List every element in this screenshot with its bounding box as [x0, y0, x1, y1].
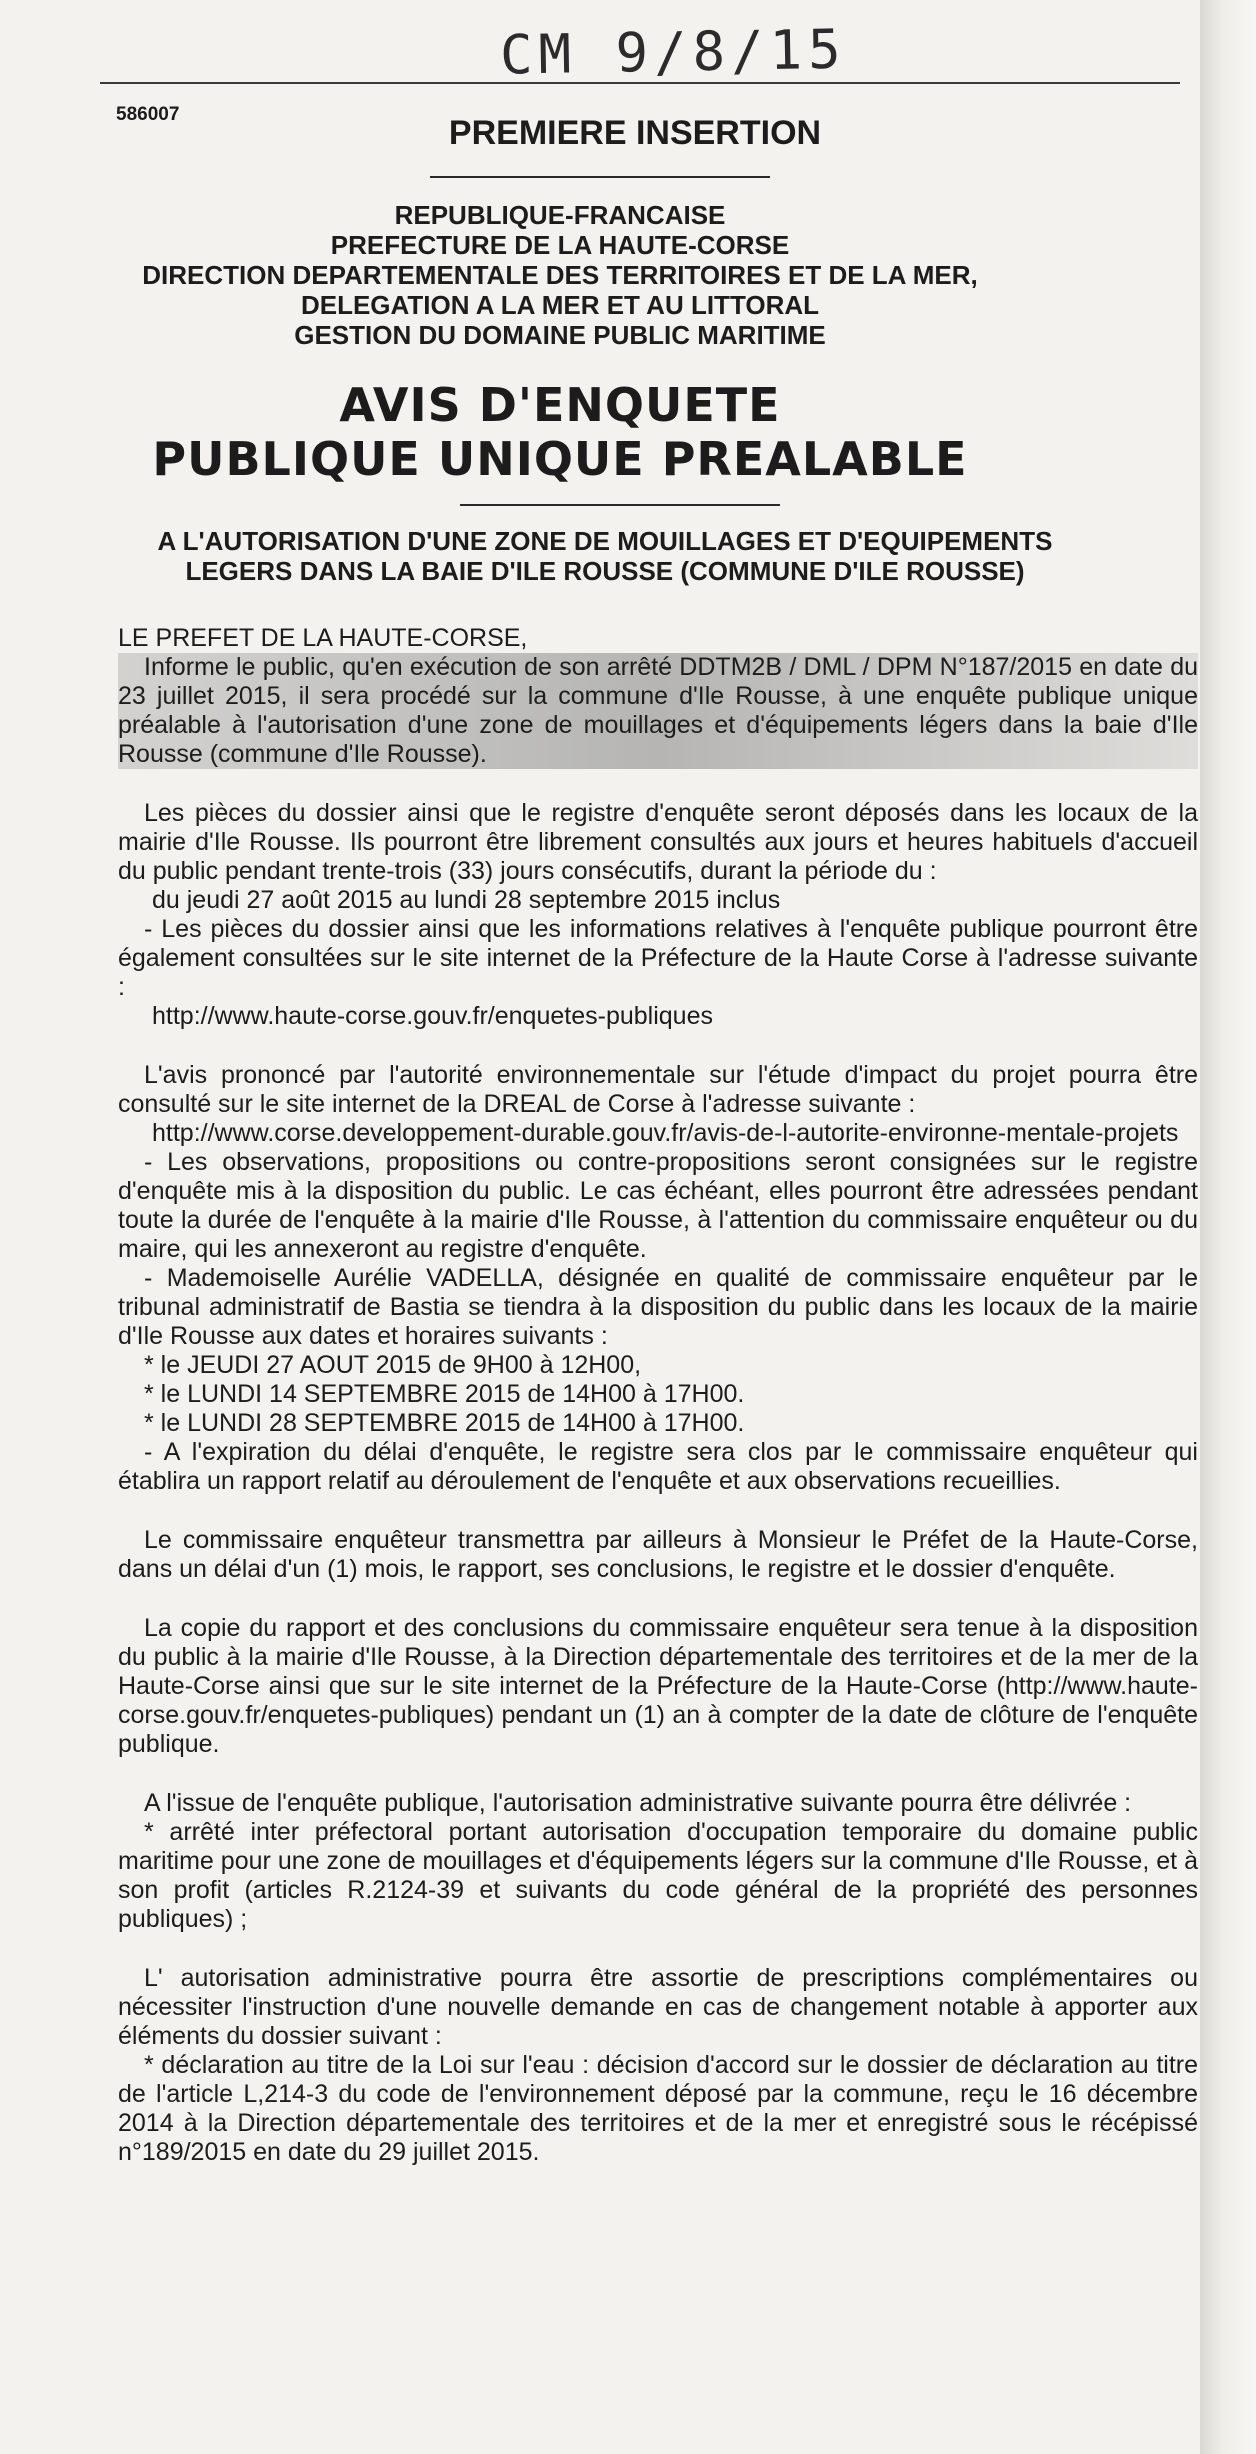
- header-line: REPUBLIQUE-FRANCAISE: [394, 200, 726, 230]
- divider-rule: [460, 504, 780, 506]
- insertion-label: PREMIERE INSERTION: [448, 114, 822, 152]
- header-line: GESTION DU DOMAINE PUBLIC MARITIME: [294, 320, 826, 350]
- paragraph-report-availability: La copie du rapport et des conclusions du commissaire enquêteur sera tenue à la disposition du public à la mairie d'Ile Rousse, à la Direction départementale des territoires et de la mer de la Haute-Corse ainsi que sur le site internet de la Préfecture de la Haute-Corse (http://www.haute-corse.gouv.fr/enquetes-publiques) pendant un (1) an à compter de la date de clôture de l'enquête publique.: [118, 1614, 1198, 1758]
- top-rule: [100, 82, 1180, 84]
- authorisation-item: * arrêté inter préfectoral portant autorisation d'occupation temporaire du domaine public maritime pour une zone de mouillages et d'équipements légers sur la commune d'Ile Rousse, et à son profit (articles R.2124-39 et suivants du code général de la propriété des personnes publiques) ;: [118, 1818, 1198, 1933]
- notice-title: [0, 378, 1120, 486]
- subtitle-line: LEGERS DANS LA BAIE D'ILE ROUSSE (COMMUNE D'ILE ROUSSE): [185, 556, 1025, 586]
- issuer-header: [0, 200, 1120, 350]
- handwritten-note: CM 9/8/15: [499, 17, 848, 87]
- enquiry-period: du jeudi 27 août 2015 au lundi 28 septembre 2015 inclus: [152, 886, 781, 914]
- reference-number: 586007: [116, 104, 180, 125]
- paragraph-report-transmission: Le commissaire enquêteur transmettra par ailleurs à Monsieur le Préfet de la Haute-Corse, dans un délai d'un (1) mois, le rapport, ses conclusions, le registre et le dossier d'enquête.: [118, 1526, 1198, 1583]
- paragraph-observations: - Les observations, propositions ou contre-propositions seront consignées sur le registre d'enquête mis à la disposition du public. Le cas échéant, elles pourront être adressées pendant toute la durée de l'enquête à la mairie d'Ile Rousse, à l'attention du commissaire enquêteur ou du maire, qui les annexeront au registre d'enquête.: [118, 1148, 1198, 1263]
- paragraph-environmental-opinion: L'avis prononcé par l'autorité environnementale sur l'étude d'impact du projet pourra être consulté sur le site internet de la DREAL de Corse à l'adresse suivante :: [118, 1061, 1198, 1118]
- header-line: DELEGATION A LA MER ET AU LITTORAL: [300, 290, 820, 320]
- header-line: DIRECTION DEPARTEMENTALE DES TERRITOIRES ET DE LA MER,: [142, 260, 978, 290]
- paragraph-authorisation: A l'issue de l'enquête publique, l'autorisation administrative suivante pourra être délivrée :: [144, 1789, 1132, 1817]
- adjacent-page-edge: [1200, 0, 1256, 2454]
- paragraph-opening: Informe le public, qu'en exécution de son arrêté DDTM2B / DML / DPM N°187/2015 en date du 23 juillet 2015, il sera procédé sur la commune d'Ile Rousse, à une enquête publique unique préalable à l'autorisation d'une zone de mouillages et d'équipements légers dans la baie d'Ile Rousse (commune d'Ile Rousse).: [118, 653, 1198, 768]
- permanence-item: * le JEUDI 27 AOUT 2015 de 9H00 à 12H00,: [144, 1351, 642, 1379]
- permanence-item: * le LUNDI 28 SEPTEMBRE 2015 de 14H00 à 17H00.: [144, 1409, 745, 1437]
- paragraph-closure: - A l'expiration du délai d'enquête, le registre sera clos par le commissaire enquêteur qui établira un rapport relatif au déroulement de l'enquête et aux observations recueillies.: [118, 1438, 1198, 1495]
- notice-body: [118, 624, 1198, 2167]
- paragraph-online-consultation: - Les pièces du dossier ainsi que les informations relatives à l'enquête publique pourront être également consultées sur le site internet de la Préfecture de la Haute Corse à l'adresse suivante :: [118, 915, 1198, 1001]
- declaration-item: * déclaration au titre de la Loi sur l'eau : décision d'accord sur le dossier de déclaration au titre de l'article L,214-3 du code de l'environnement déposé par la commune, reçu le 16 décembre 2014 à la Direction départementale des territoires et de la mer et enregistré sous le récépissé n°189/2015 en date du 29 juillet 2015.: [118, 2051, 1198, 2166]
- dreal-url: http://www.corse.developpement-durable.gouv.fr/avis-de-l-autorite-environne-mentale-projets: [152, 1119, 1179, 1147]
- subtitle-line: A L'AUTORISATION D'UNE ZONE DE MOUILLAGES ET D'EQUIPEMENTS: [157, 526, 1053, 556]
- divider-rule: [430, 176, 770, 178]
- prefecture-url: http://www.haute-corse.gouv.fr/enquetes-publiques: [152, 1002, 713, 1030]
- prefect-line: LE PREFET DE LA HAUTE-CORSE,: [118, 624, 528, 652]
- paragraph-consultation: Les pièces du dossier ainsi que le registre d'enquête seront déposés dans les locaux de la mairie d'Ile Rousse. Ils pourront être librement consultés aux jours et heures habituels d'accueil du public pendant trente-trois (33) jours consécutifs, durant la période du :: [118, 799, 1198, 885]
- header-line: PREFECTURE DE LA HAUTE-CORSE: [330, 230, 790, 260]
- paragraph-commissioner: - Mademoiselle Aurélie VADELLA, désignée en qualité de commissaire enquêteur par le tribunal administratif de Bastia se tiendra à la disposition du public dans les locaux de la mairie d'Ile Rousse aux dates et horaires suivants :: [118, 1264, 1198, 1350]
- permanence-item: * le LUNDI 14 SEPTEMBRE 2015 de 14H00 à 17H00.: [144, 1380, 745, 1408]
- title-line: PUBLIQUE UNIQUE PREALABLE: [152, 432, 968, 486]
- title-line: AVIS D'ENQUETE: [339, 378, 781, 432]
- notice-subtitle: [60, 526, 1150, 586]
- paragraph-prescriptions: L' autorisation administrative pourra être assortie de prescriptions complémentaires ou nécessiter l'instruction d'une nouvelle demande en cas de changement notable à apporter aux éléments du dossier suivant :: [118, 1964, 1198, 2050]
